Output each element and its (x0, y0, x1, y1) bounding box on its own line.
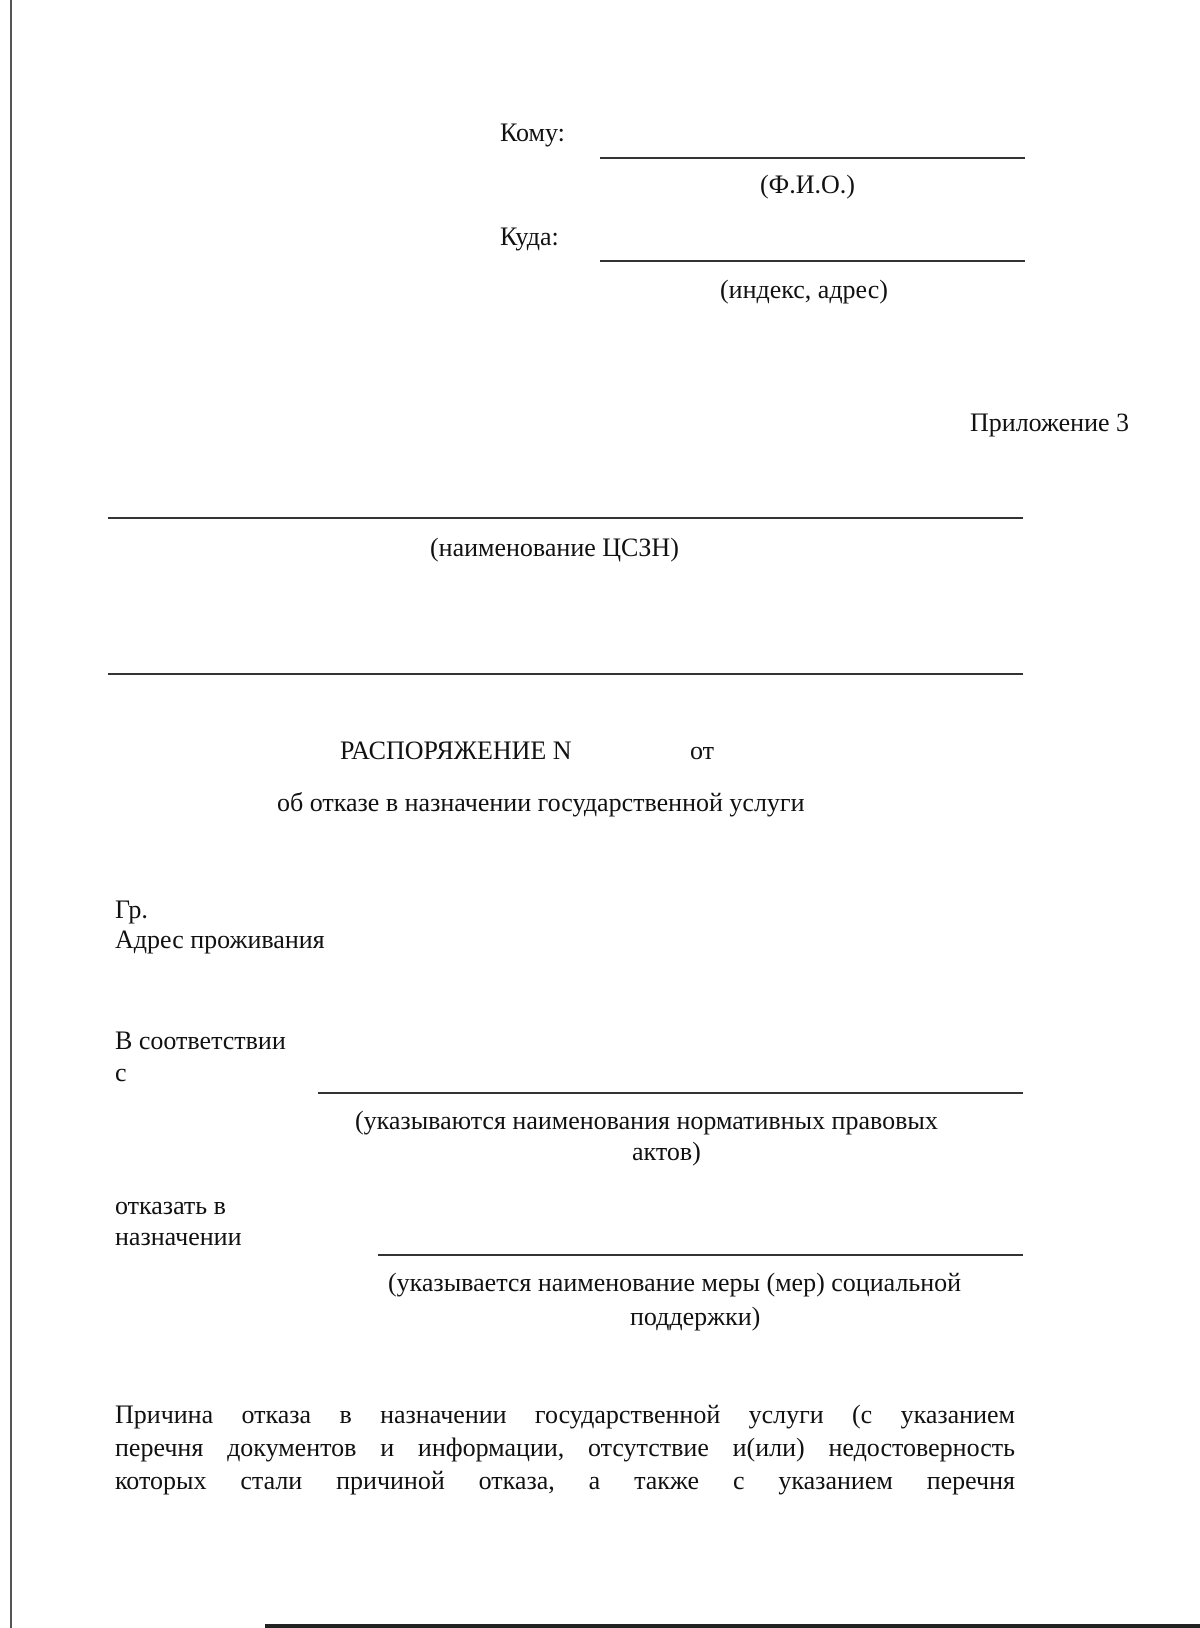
scan-left-edge (10, 0, 12, 1628)
org-second-line (108, 673, 1023, 675)
refuse-line1: отказать в (115, 1191, 226, 1220)
appendix-label: Приложение 3 (970, 408, 1130, 437)
address-caption: (индекс, адрес) (720, 275, 888, 304)
reason-paragraph (115, 1398, 1015, 1497)
order-title: РАСПОРЯЖЕНИЕ N (340, 736, 572, 765)
fio-line (600, 157, 1025, 159)
address-line (600, 260, 1025, 262)
scan-bottom-edge (265, 1624, 1200, 1628)
legal-acts-caption-line1: (указываются наименования нормативных правовых (355, 1106, 938, 1135)
org-name-line (108, 517, 1023, 519)
citizen-gr-label: Гр. (115, 895, 148, 924)
to-label: Кому: (500, 118, 565, 147)
accordance-line1: В соответствии (115, 1026, 286, 1055)
org-name-caption: (наименование ЦСЗН) (430, 533, 679, 562)
accordance-line2: с (115, 1058, 127, 1087)
legal-acts-caption-line2: актов) (632, 1137, 701, 1166)
legal-acts-line (318, 1092, 1023, 1094)
reason-line2: перечня документов и информации, отсутствие и(или) недостоверность (115, 1433, 1015, 1462)
support-measure-caption-line1: (указывается наименование меры (мер) социальной (388, 1268, 962, 1297)
refuse-line2: назначении (115, 1222, 242, 1251)
order-from-word: от (690, 736, 715, 765)
citizen-address-label: Адрес проживания (115, 925, 325, 954)
reason-line1: Причина отказа в назначении государственной услуги (с указанием (115, 1400, 1015, 1429)
support-measure-line (378, 1254, 1023, 1256)
fio-caption: (Ф.И.О.) (760, 170, 855, 199)
order-subtitle: об отказе в назначении государственной услуги (277, 788, 805, 817)
support-measure-caption-line2: поддержки) (630, 1302, 761, 1331)
reason-line3: которых стали причиной отказа, а также с указанием перечня (115, 1466, 1015, 1495)
where-label: Куда: (500, 222, 559, 251)
